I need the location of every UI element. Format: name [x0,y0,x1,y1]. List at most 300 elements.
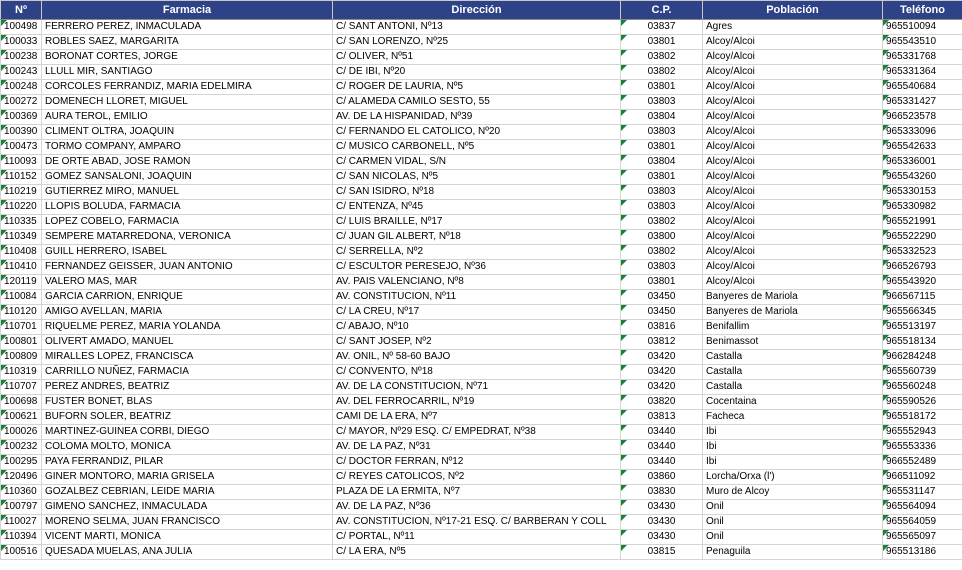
cell-farmacia[interactable] [42,95,333,110]
cell-poblacion[interactable] [703,275,883,290]
cell-farmacia[interactable] [42,80,333,95]
cell-value: LOPEZ COBELO, FARMACIA [45,216,179,227]
cell-value: Alcoy/Alcoi [706,96,755,107]
cell-direccion[interactable] [333,245,621,260]
cell-numero[interactable] [1,380,42,395]
cell-value: C/ LA CREU, Nº17 [336,306,420,317]
cell-telefono[interactable] [883,65,962,80]
table-row [1,215,962,230]
cell-telefono[interactable] [883,20,962,35]
cell-telefono[interactable] [883,335,962,350]
cell-direccion[interactable] [333,545,621,560]
cell-direccion[interactable] [333,500,621,515]
cell-poblacion[interactable] [703,200,883,215]
cell-direccion[interactable] [333,455,621,470]
cell-cp[interactable] [621,50,703,65]
cell-direccion[interactable] [333,260,621,275]
cell-value: Castalla [706,366,743,377]
cell-value: AV. PAIS VALENCIANO, Nº8 [336,276,464,287]
cell-poblacion[interactable] [703,20,883,35]
cell-cp[interactable] [621,275,703,290]
cell-cp[interactable] [621,140,703,155]
cell-telefono[interactable] [883,275,962,290]
cell-poblacion[interactable] [703,215,883,230]
cell-telefono[interactable] [883,170,962,185]
cell-telefono[interactable] [883,185,962,200]
cell-numero[interactable] [1,350,42,365]
number-as-text-indicator-icon [621,35,627,41]
cell-value: 03802 [647,51,676,62]
cell-poblacion[interactable] [703,395,883,410]
cell-farmacia[interactable] [42,380,333,395]
cell-telefono[interactable] [883,35,962,50]
cell-direccion[interactable] [333,155,621,170]
cell-telefono[interactable] [883,440,962,455]
cell-direccion[interactable] [333,110,621,125]
cell-direccion[interactable] [333,425,621,440]
cell-numero[interactable] [1,110,42,125]
cell-poblacion[interactable] [703,260,883,275]
cell-direccion[interactable] [333,275,621,290]
cell-cp[interactable] [621,305,703,320]
cell-value: 03420 [647,366,676,377]
column-header-direccion[interactable]: Dirección [333,1,621,20]
cell-poblacion[interactable] [703,425,883,440]
cell-numero[interactable] [1,125,42,140]
cell-farmacia[interactable] [42,245,333,260]
cell-poblacion[interactable] [703,530,883,545]
cell-direccion[interactable] [333,290,621,305]
cell-value: 100516 [4,546,38,557]
cell-farmacia[interactable] [42,110,333,125]
cell-poblacion[interactable] [703,515,883,530]
cell-poblacion[interactable] [703,485,883,500]
cell-value: C/ CARMEN VIDAL, S/N [336,156,447,167]
cell-direccion[interactable] [333,335,621,350]
cell-value: 100809 [4,351,38,362]
cell-farmacia[interactable] [42,485,333,500]
cell-numero[interactable] [1,65,42,80]
cell-cp[interactable] [621,80,703,95]
cell-farmacia[interactable] [42,455,333,470]
cell-cp[interactable] [621,395,703,410]
cell-telefono[interactable] [883,95,962,110]
cell-cp[interactable] [621,230,703,245]
cell-cp[interactable] [621,515,703,530]
cell-poblacion[interactable] [703,80,883,95]
cell-poblacion[interactable] [703,440,883,455]
cell-numero[interactable] [1,95,42,110]
cell-value: Alcoy/Alcoi [706,36,755,47]
cell-value: Alcoy/Alcoi [706,81,755,92]
cell-numero[interactable] [1,230,42,245]
number-as-text-indicator-icon [621,230,627,236]
cell-direccion[interactable] [333,395,621,410]
cell-farmacia[interactable] [42,260,333,275]
cell-value: C/ SANT JOSEP, Nº2 [336,336,432,347]
cell-telefono[interactable] [883,380,962,395]
cell-cp[interactable] [621,260,703,275]
cell-cp[interactable] [621,470,703,485]
cell-numero[interactable] [1,185,42,200]
cell-numero[interactable] [1,395,42,410]
cell-telefono[interactable] [883,245,962,260]
cell-direccion[interactable] [333,185,621,200]
cell-numero[interactable] [1,500,42,515]
cell-value: 03430 [647,501,676,512]
cell-farmacia[interactable] [42,545,333,560]
cell-poblacion[interactable] [703,305,883,320]
cell-value: AV. ONIL, Nº 58-60 BAJO [336,351,451,362]
table-row [1,380,962,395]
cell-value: Benifallim [706,321,750,332]
column-header-numero[interactable]: Nº [1,1,42,20]
cell-farmacia[interactable] [42,125,333,140]
cell-cp[interactable] [621,35,703,50]
cell-numero[interactable] [1,515,42,530]
cell-value: 03813 [647,411,676,422]
number-as-text-indicator-icon [883,335,889,341]
cell-cp[interactable] [621,530,703,545]
cell-direccion[interactable] [333,80,621,95]
cell-telefono[interactable] [883,155,962,170]
cell-farmacia[interactable] [42,530,333,545]
cell-value: C/ LUIS BRAILLE, Nº17 [336,216,443,227]
cell-farmacia[interactable] [42,185,333,200]
cell-value: 965333096 [886,126,937,137]
cell-farmacia[interactable] [42,410,333,425]
column-header-telefono[interactable]: Teléfono [883,1,962,20]
cell-poblacion[interactable] [703,50,883,65]
column-header-poblacion[interactable]: Población [703,1,883,20]
cell-telefono[interactable] [883,230,962,245]
cell-cp[interactable] [621,95,703,110]
cell-poblacion[interactable] [703,65,883,80]
cell-poblacion[interactable] [703,410,883,425]
cell-farmacia[interactable] [42,320,333,335]
cell-numero[interactable] [1,200,42,215]
cell-cp[interactable] [621,290,703,305]
cell-poblacion[interactable] [703,320,883,335]
cell-cp[interactable] [621,185,703,200]
cell-telefono[interactable] [883,545,962,560]
cell-telefono[interactable] [883,350,962,365]
cell-value: Onil [706,501,724,512]
number-as-text-indicator-icon [621,365,627,371]
cell-direccion[interactable] [333,230,621,245]
cell-numero[interactable] [1,20,42,35]
cell-numero[interactable] [1,425,42,440]
cell-direccion[interactable] [333,365,621,380]
cell-poblacion[interactable] [703,125,883,140]
cell-telefono[interactable] [883,200,962,215]
cell-cp[interactable] [621,125,703,140]
cell-direccion[interactable] [333,95,621,110]
cell-cp[interactable] [621,485,703,500]
cell-value: MORENO SELMA, JUAN FRANCISCO [45,516,221,527]
cell-value: 110394 [4,531,37,542]
cell-direccion[interactable] [333,140,621,155]
cell-value: Lorcha/Orxa (l') [706,471,775,482]
cell-value: 03440 [647,456,676,467]
cell-cp[interactable] [621,425,703,440]
cell-cp[interactable] [621,365,703,380]
cell-value: 965540684 [886,81,937,92]
cell-value: GOMEZ SANSALONI, JOAQUIN [45,171,192,182]
cell-poblacion[interactable] [703,455,883,470]
cell-value: 965518134 [886,336,937,347]
number-as-text-indicator-icon [621,170,627,176]
cell-numero[interactable] [1,260,42,275]
cell-telefono[interactable] [883,50,962,65]
cell-telefono[interactable] [883,290,962,305]
cell-cp[interactable] [621,335,703,350]
cell-telefono[interactable] [883,260,962,275]
cell-value: 100473 [4,141,38,152]
cell-farmacia[interactable] [42,155,333,170]
cell-value: ROBLES SAEZ, MARGARITA [45,36,179,47]
cell-direccion[interactable] [333,440,621,455]
cell-value: C/ ENTENZA, Nº45 [336,201,424,212]
cell-numero[interactable] [1,275,42,290]
cell-value: GARCIA CARRION, ENRIQUE [45,291,183,302]
cell-farmacia[interactable] [42,365,333,380]
table-row [1,440,962,455]
cell-poblacion[interactable] [703,95,883,110]
cell-poblacion[interactable] [703,185,883,200]
cell-poblacion[interactable] [703,500,883,515]
cell-direccion[interactable] [333,200,621,215]
cell-farmacia[interactable] [42,515,333,530]
cell-poblacion[interactable] [703,335,883,350]
cell-cp[interactable] [621,245,703,260]
number-as-text-indicator-icon [883,275,889,281]
cell-poblacion[interactable] [703,545,883,560]
cell-telefono[interactable] [883,515,962,530]
number-as-text-indicator-icon [883,290,889,296]
cell-numero[interactable] [1,305,42,320]
cell-telefono[interactable] [883,110,962,125]
cell-direccion[interactable] [333,350,621,365]
cell-numero[interactable] [1,50,42,65]
cell-telefono[interactable] [883,395,962,410]
cell-cp[interactable] [621,500,703,515]
cell-poblacion[interactable] [703,380,883,395]
cell-farmacia[interactable] [42,335,333,350]
cell-numero[interactable] [1,290,42,305]
cell-farmacia[interactable] [42,500,333,515]
cell-numero[interactable] [1,440,42,455]
cell-farmacia[interactable] [42,65,333,80]
cell-value: Penaguila [706,546,751,557]
cell-numero[interactable] [1,545,42,560]
cell-farmacia[interactable] [42,20,333,35]
cell-value: AV. DEL FERROCARRIL, Nº19 [336,396,475,407]
table-row [1,335,962,350]
cell-value: C/ ABAJO, Nº10 [336,321,409,332]
cell-telefono[interactable] [883,80,962,95]
cell-farmacia[interactable] [42,140,333,155]
cell-value: C/ MUSICO CARBONELL, Nº5 [336,141,475,152]
cell-poblacion[interactable] [703,350,883,365]
cell-telefono[interactable] [883,410,962,425]
cell-farmacia[interactable] [42,275,333,290]
cell-telefono[interactable] [883,305,962,320]
cell-farmacia[interactable] [42,395,333,410]
cell-direccion[interactable] [333,125,621,140]
table-row [1,140,962,155]
cell-value: 03804 [647,111,676,122]
cell-telefono[interactable] [883,215,962,230]
cell-farmacia[interactable] [42,215,333,230]
number-as-text-indicator-icon [883,50,889,56]
cell-poblacion[interactable] [703,365,883,380]
cell-value: 110120 [4,306,37,317]
cell-numero[interactable] [1,35,42,50]
cell-telefono[interactable] [883,425,962,440]
number-as-text-indicator-icon [1,485,7,491]
cell-cp[interactable] [621,215,703,230]
number-as-text-indicator-icon [1,440,7,446]
cell-farmacia[interactable] [42,170,333,185]
table-row [1,305,962,320]
cell-telefono[interactable] [883,530,962,545]
cell-direccion[interactable] [333,50,621,65]
cell-cp[interactable] [621,110,703,125]
cell-direccion[interactable] [333,320,621,335]
cell-cp[interactable] [621,320,703,335]
cell-cp[interactable] [621,170,703,185]
cell-cp[interactable] [621,440,703,455]
cell-cp[interactable] [621,65,703,80]
cell-direccion[interactable] [333,20,621,35]
cell-direccion[interactable] [333,305,621,320]
cell-poblacion[interactable] [703,110,883,125]
cell-value: 965513186 [886,546,937,557]
cell-numero[interactable] [1,365,42,380]
cell-farmacia[interactable] [42,305,333,320]
cell-poblacion[interactable] [703,170,883,185]
cell-numero[interactable] [1,470,42,485]
cell-numero[interactable] [1,140,42,155]
cell-numero[interactable] [1,485,42,500]
cell-value: 110707 [4,381,37,392]
cell-value: Banyeres de Mariola [706,291,798,302]
cell-numero[interactable] [1,320,42,335]
cell-telefono[interactable] [883,455,962,470]
number-as-text-indicator-icon [1,530,7,536]
cell-value: C/ SAN NICOLAS, Nº5 [336,171,439,182]
number-as-text-indicator-icon [883,230,889,236]
cell-farmacia[interactable] [42,200,333,215]
cell-poblacion[interactable] [703,155,883,170]
cell-numero[interactable] [1,410,42,425]
table-row [1,245,962,260]
cell-cp[interactable] [621,20,703,35]
cell-value: 03802 [647,246,676,257]
cell-poblacion[interactable] [703,230,883,245]
number-as-text-indicator-icon [1,95,7,101]
table-row [1,470,962,485]
cell-telefono[interactable] [883,125,962,140]
cell-value: 965331364 [886,66,937,77]
cell-cp[interactable] [621,455,703,470]
cell-direccion[interactable] [333,170,621,185]
column-header-cp[interactable]: C.P. [621,1,703,20]
cell-direccion[interactable] [333,470,621,485]
cell-cp[interactable] [621,410,703,425]
cell-direccion[interactable] [333,485,621,500]
cell-direccion[interactable] [333,530,621,545]
cell-farmacia[interactable] [42,35,333,50]
cell-poblacion[interactable] [703,140,883,155]
column-header-farmacia[interactable]: Farmacia [42,1,333,20]
cell-farmacia[interactable] [42,470,333,485]
cell-numero[interactable] [1,245,42,260]
cell-value: 965330982 [886,201,937,212]
cell-farmacia[interactable] [42,425,333,440]
cell-telefono[interactable] [883,140,962,155]
cell-value: 965521991 [886,216,937,227]
cell-farmacia[interactable] [42,350,333,365]
cell-numero[interactable] [1,455,42,470]
number-as-text-indicator-icon [621,275,627,281]
cell-value: 110410 [4,261,37,272]
cell-telefono[interactable] [883,320,962,335]
cell-farmacia[interactable] [42,440,333,455]
cell-numero[interactable] [1,530,42,545]
cell-value: 100033 [4,36,38,47]
cell-direccion[interactable] [333,35,621,50]
cell-direccion[interactable] [333,410,621,425]
cell-farmacia[interactable] [42,50,333,65]
cell-numero[interactable] [1,80,42,95]
cell-direccion[interactable] [333,515,621,530]
cell-telefono[interactable] [883,500,962,515]
number-as-text-indicator-icon [621,485,627,491]
cell-poblacion[interactable] [703,290,883,305]
cell-direccion[interactable] [333,65,621,80]
cell-direccion[interactable] [333,215,621,230]
cell-telefono[interactable] [883,485,962,500]
cell-poblacion[interactable] [703,245,883,260]
cell-value: 965590526 [886,396,937,407]
cell-cp[interactable] [621,380,703,395]
cell-cp[interactable] [621,350,703,365]
cell-value: 965518172 [886,411,937,422]
cell-poblacion[interactable] [703,470,883,485]
cell-telefono[interactable] [883,470,962,485]
cell-cp[interactable] [621,200,703,215]
cell-numero[interactable] [1,215,42,230]
cell-value: 110408 [4,246,37,257]
number-as-text-indicator-icon [621,335,627,341]
cell-telefono[interactable] [883,365,962,380]
number-as-text-indicator-icon [621,305,627,311]
cell-value: Alcoy/Alcoi [706,216,755,227]
cell-numero[interactable] [1,155,42,170]
cell-value: 110701 [4,321,37,332]
cell-value: C/ OLIVER, Nº51 [336,51,414,62]
cell-direccion[interactable] [333,380,621,395]
cell-numero[interactable] [1,170,42,185]
cell-farmacia[interactable] [42,230,333,245]
cell-numero[interactable] [1,335,42,350]
cell-cp[interactable] [621,155,703,170]
cell-farmacia[interactable] [42,290,333,305]
cell-poblacion[interactable] [703,35,883,50]
cell-cp[interactable] [621,545,703,560]
